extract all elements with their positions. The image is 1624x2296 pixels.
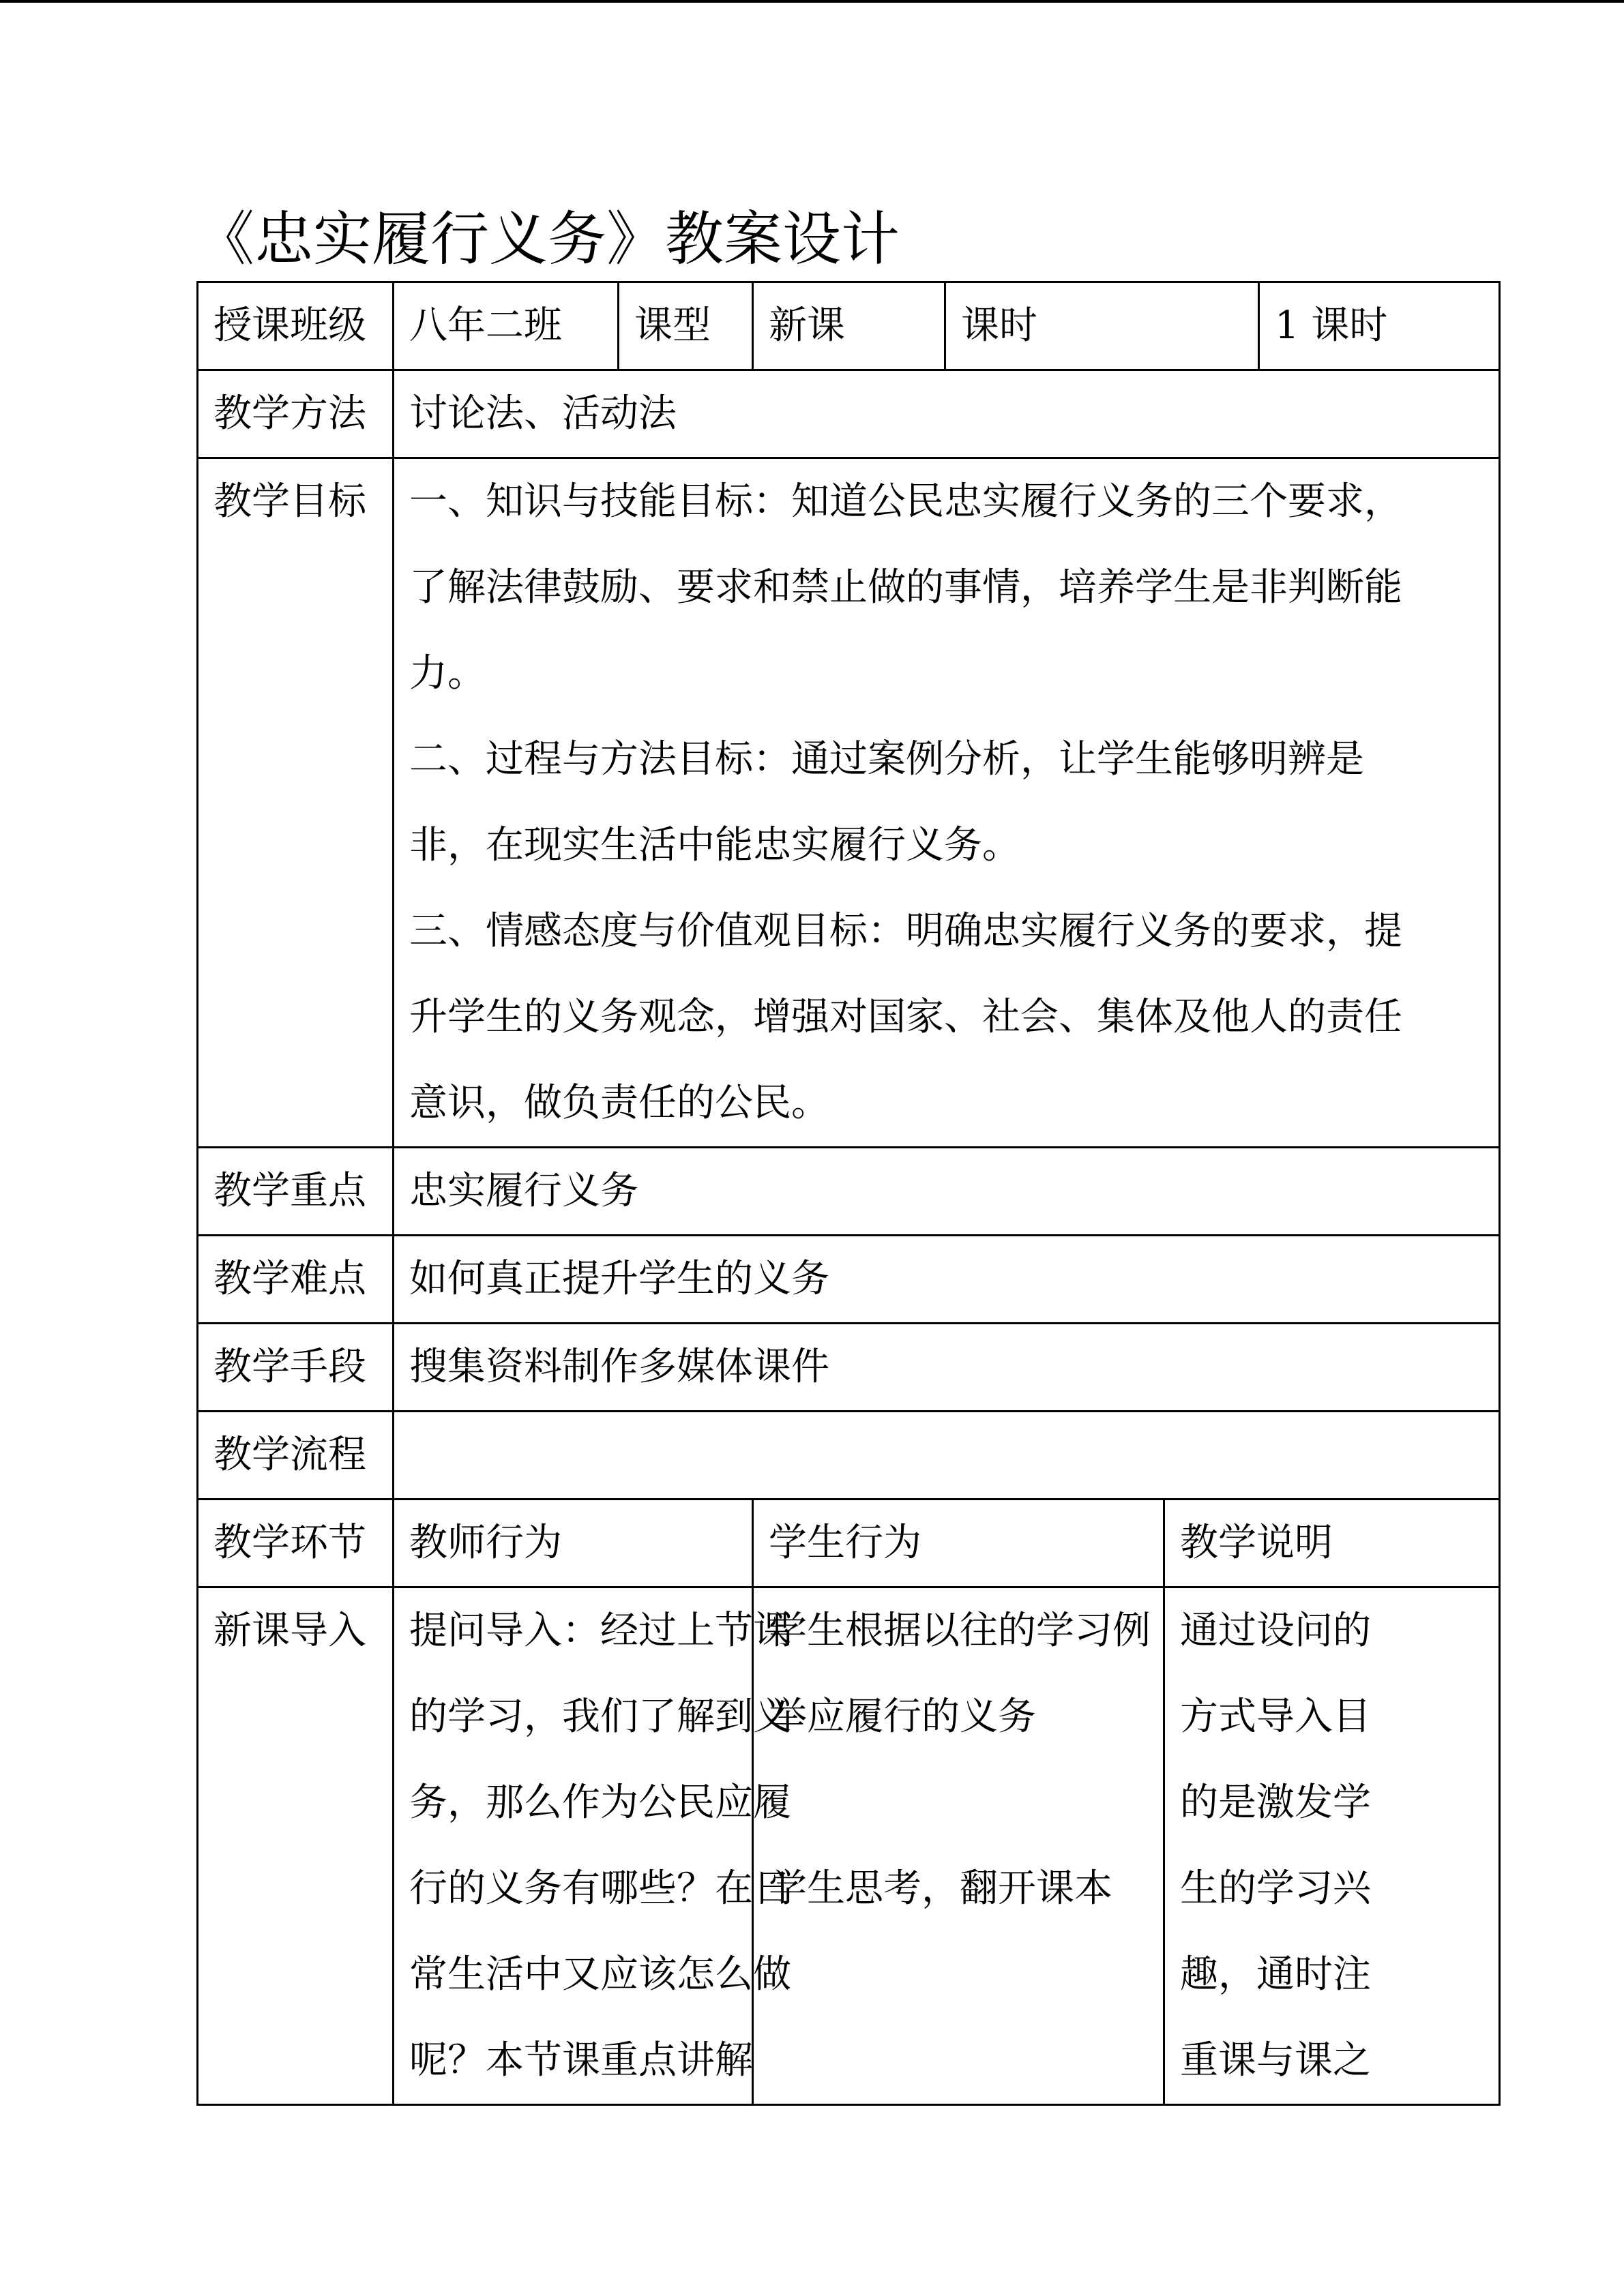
difficulty-value: 如何真正提升学生的义务 <box>394 1236 1500 1324</box>
objectives-label: 教学目标 <box>198 458 394 1148</box>
student-header: 学生行为 <box>753 1500 1164 1587</box>
process-label: 教学流程 <box>198 1412 394 1500</box>
note-line: 通过设问的 <box>1180 1609 1371 1653</box>
objectives-line: 了解法律鼓励、要求和禁止做的事情，培养学生是非判断能 <box>409 565 1402 610</box>
means-value: 搜集资料制作多媒体课件 <box>394 1324 1500 1412</box>
note-line: 生的学习兴 <box>1180 1866 1371 1911</box>
row-objectives <box>198 458 1500 1148</box>
row-process-header <box>198 1500 1500 1587</box>
objectives-line: 三、情感态度与价值观目标：明确忠实履行义务的要求，提 <box>409 909 1402 953</box>
method-label: 教学方法 <box>198 370 394 458</box>
method-value: 讨论法、活动法 <box>394 370 1500 458</box>
row-method <box>198 370 1500 458</box>
type-value: 新课 <box>753 282 945 370</box>
row-intro <box>198 1587 1500 2105</box>
note-line: 的是激发学 <box>1180 1780 1371 1825</box>
student-line: 举应履行的义务 <box>769 1695 1036 1739</box>
intro-student <box>753 1587 1164 2105</box>
note-line: 方式导入目 <box>1180 1695 1371 1739</box>
key-point-label: 教学重点 <box>198 1148 394 1236</box>
student-line: 学生根据以往的学习例 <box>769 1609 1151 1653</box>
teacher-line: 务，那么作为公民应履 <box>409 1780 791 1825</box>
type-label: 课型 <box>619 282 753 370</box>
objectives-line: 力。 <box>409 651 486 696</box>
student-line-blank <box>769 1760 1163 1846</box>
class-label: 授课班级 <box>198 282 394 370</box>
teacher-line: 行的义务有哪些？在日 <box>409 1866 791 1911</box>
key-point-value: 忠实履行义务 <box>394 1148 1500 1236</box>
teacher-line: 提问导入：经过上节课 <box>409 1609 791 1653</box>
means-label: 教学手段 <box>198 1324 394 1412</box>
top-rule <box>0 0 1624 3</box>
student-line: 学生思考，翻开课本 <box>769 1866 1112 1911</box>
teacher-line: 的学习，我们了解到义 <box>409 1695 791 1739</box>
class-value: 八年二班 <box>394 282 619 370</box>
objectives-line: 二、过程与方法目标：通过案例分析，让学生能够明辨是 <box>409 737 1364 781</box>
note-header: 教学说明 <box>1164 1500 1500 1587</box>
teacher-line: 常生活中又应该怎么做 <box>409 1952 791 1997</box>
objectives-content <box>394 458 1500 1148</box>
hours-value: 1 课时 <box>1259 282 1500 370</box>
note-line: 趣，通时注 <box>1180 1952 1371 1997</box>
row-means <box>198 1324 1500 1412</box>
document-title: 《忠实履行义务》教案设计 <box>196 205 900 273</box>
objectives-line: 一、知识与技能目标：知道公民忠实履行义务的三个要求， <box>409 479 1402 524</box>
intro-stage: 新课导入 <box>198 1587 394 2105</box>
intro-teacher <box>394 1587 791 2105</box>
difficulty-label: 教学难点 <box>198 1236 394 1324</box>
process-value <box>394 1412 1500 1500</box>
objectives-line: 非，在现实生活中能忠实履行义务。 <box>409 823 1020 867</box>
teacher-line: 呢？本节课重点讲解 <box>409 2038 753 2083</box>
row-key-point <box>198 1148 1500 1236</box>
lesson-plan-table <box>196 281 1501 2106</box>
teacher-header: 教师行为 <box>394 1500 753 1587</box>
hours-label: 课时 <box>945 282 1259 370</box>
row-difficulty <box>198 1236 1500 1324</box>
stage-header: 教学环节 <box>198 1500 394 1587</box>
objectives-line: 升学生的义务观念，增强对国家、社会、集体及他人的责任 <box>409 995 1402 1039</box>
row-process <box>198 1412 1500 1500</box>
row-class-info <box>198 282 1500 370</box>
note-line: 重课与课之 <box>1180 2038 1371 2083</box>
objectives-line: 意识，做负责任的公民。 <box>409 1081 829 1125</box>
intro-note <box>1164 1587 1500 2105</box>
